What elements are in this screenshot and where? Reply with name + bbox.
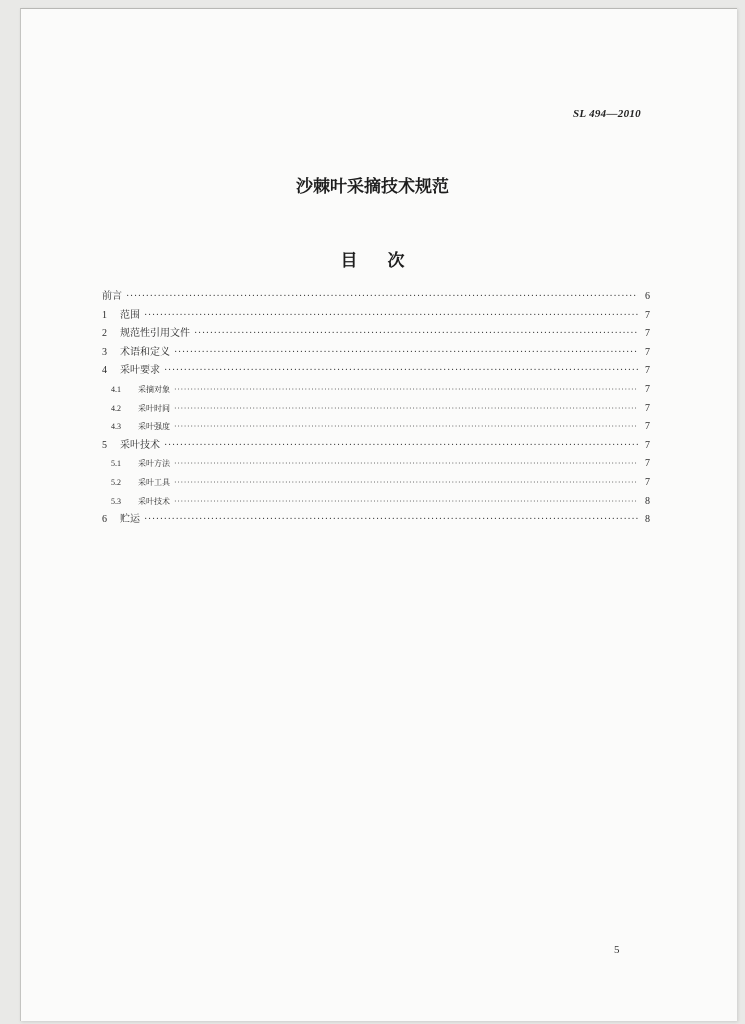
toc-entry-label: 采叶要求: [120, 365, 160, 377]
toc-entry-page: 7: [645, 421, 650, 433]
toc-entry-page: 8: [645, 514, 650, 526]
toc-entry[interactable]: [102, 325, 650, 344]
toc-entry[interactable]: [102, 400, 650, 419]
toc-entry-page: 7: [645, 458, 650, 470]
toc-entry[interactable]: [102, 455, 650, 474]
toc-entry-label: 规范性引用文件: [120, 328, 190, 340]
toc-entry-label: 采叶工具: [138, 477, 170, 487]
toc-entry-label: 前言: [102, 291, 122, 302]
toc-leader-dots: [174, 493, 638, 512]
toc-entry-page: 7: [645, 383, 650, 395]
toc-entry-number: 6: [102, 514, 107, 526]
toc-entry-label: 贮运: [120, 514, 140, 526]
toc-leader-dots: [174, 400, 638, 419]
toc-entry-page: 7: [645, 439, 650, 451]
toc-entry[interactable]: [102, 511, 650, 530]
toc-entry-page: 7: [645, 402, 650, 414]
toc-entry-number: 5.1: [111, 459, 121, 469]
toc-entry-page: 7: [645, 328, 650, 340]
toc-entry-number: 5.3: [111, 496, 121, 506]
toc-entry[interactable]: [102, 493, 650, 512]
toc-entry-label: 范围: [120, 309, 140, 321]
toc-entry-label: 术语和定义: [120, 346, 170, 358]
page-number: 5: [614, 944, 620, 956]
toc-entry-page: 6: [645, 291, 650, 302]
toc-entry[interactable]: [102, 474, 650, 493]
toc-leader-dots: [144, 511, 638, 530]
toc-entry-number: 5: [102, 439, 107, 451]
toc-entry-number: 4.2: [111, 403, 121, 413]
toc-entry[interactable]: [102, 362, 650, 381]
toc-leader-dots: [174, 381, 638, 400]
toc-entry-number: 3: [102, 346, 107, 358]
toc-leader-dots: [164, 437, 638, 456]
toc-entry-number: 5.2: [111, 477, 121, 487]
toc-leader-dots: [126, 288, 638, 307]
toc-entry-label: 采摘对象: [138, 384, 170, 394]
toc-leader-dots: [144, 307, 638, 326]
toc-leader-dots: [174, 474, 638, 493]
toc-entry[interactable]: [102, 437, 650, 456]
toc-entry-page: 7: [645, 309, 650, 321]
toc-entry-label: 采叶技术: [138, 496, 170, 506]
toc-leader-dots: [174, 344, 638, 363]
toc-entry-number: 4: [102, 365, 107, 377]
toc-entry[interactable]: [102, 307, 650, 326]
toc-entry-number: 1: [102, 309, 107, 321]
toc-entry-number: 2: [102, 328, 107, 340]
toc-leader-dots: [174, 418, 638, 437]
toc-entry-page: 7: [645, 346, 650, 358]
toc-entry-number: 4.1: [111, 384, 121, 394]
toc-leader-dots: [174, 455, 638, 474]
toc-entry-label: 采叶强度: [138, 422, 170, 432]
document-title: 沙棘叶采摘技术规范: [296, 177, 449, 197]
toc-entry[interactable]: [102, 418, 650, 437]
toc-leader-dots: [194, 325, 638, 344]
toc-entry-number: 4.3: [111, 422, 121, 432]
toc-entry-label: 采叶方法: [138, 459, 170, 469]
toc-entry[interactable]: [102, 288, 650, 307]
toc-entry-page: 8: [645, 495, 650, 507]
toc-entry-label: 采叶时间: [138, 403, 170, 413]
toc-heading: 目次: [340, 251, 435, 271]
standard-code: SL 494—2010: [573, 108, 641, 120]
toc-entry-page: 7: [645, 476, 650, 488]
toc-entry[interactable]: [102, 344, 650, 363]
toc-entry-label: 采叶技术: [120, 439, 160, 451]
toc-leader-dots: [164, 362, 638, 381]
toc-entry-page: 7: [645, 365, 650, 377]
table-of-contents: [102, 288, 650, 530]
toc-entry[interactable]: [102, 381, 650, 400]
